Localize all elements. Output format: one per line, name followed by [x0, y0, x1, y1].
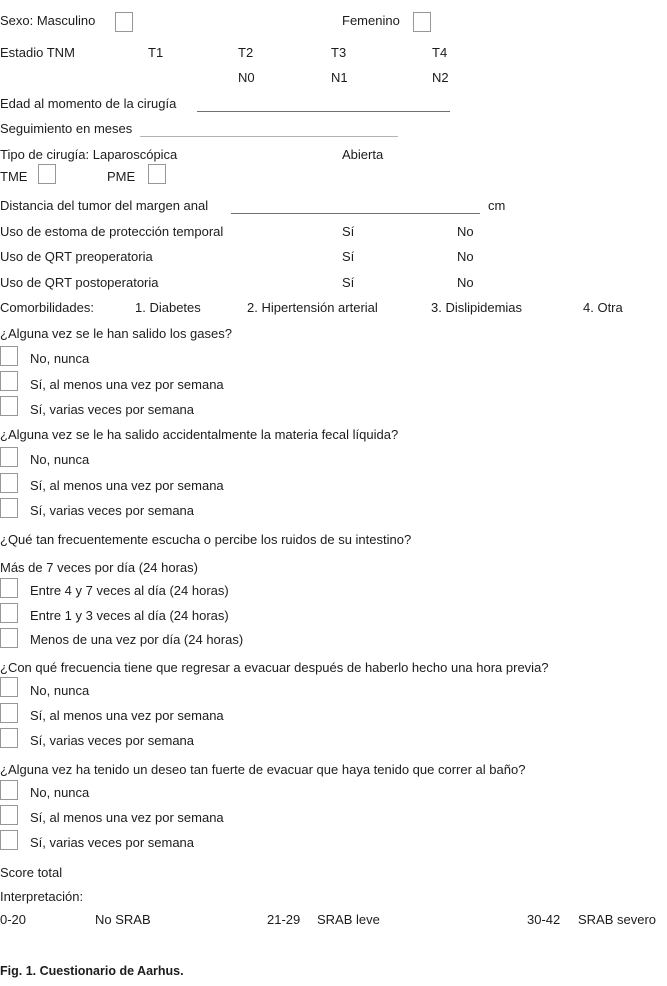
uso-estoma-label: Uso de estoma de protección temporal: [0, 224, 224, 239]
q1-option1-checkbox[interactable]: [0, 346, 18, 366]
tnm-t2-label: T2: [238, 45, 254, 60]
q5-option2-checkbox[interactable]: [0, 805, 18, 825]
q3-option1-label: Entre 4 y 7 veces al día (24 horas): [30, 583, 229, 598]
q1-option3-label: Sí, varias veces por semana: [30, 402, 195, 417]
q2-option2-checkbox[interactable]: [0, 473, 18, 493]
uso-estoma-no-label[interactable]: No: [457, 224, 474, 239]
tnm-n1-label: N1: [331, 70, 348, 85]
tipo-cirugia-label: Tipo de cirugía: Laparoscópica: [0, 147, 178, 162]
q3-option3-label: Menos de una vez por día (24 horas): [30, 632, 244, 647]
masculino-checkbox[interactable]: [115, 12, 133, 32]
q5-option2-label: Sí, al menos una vez por semana: [30, 810, 224, 825]
q4-option3-checkbox[interactable]: [0, 728, 18, 748]
q3-option1-checkbox[interactable]: [0, 578, 18, 598]
tnm-n2-label: N2: [432, 70, 449, 85]
qrt-preoperatoria-label: Uso de QRT preoperatoria: [0, 249, 153, 264]
q5-option1-label: No, nunca: [30, 785, 90, 800]
q1-option1-label: No, nunca: [30, 351, 90, 366]
question-gases-text: ¿Alguna vez se le han salido los gases?: [0, 326, 232, 341]
edad-input-line: [197, 110, 450, 112]
tnm-t3-label: T3: [331, 45, 347, 60]
q1-option2-label: Sí, al menos una vez por semana: [30, 377, 224, 392]
comorbilidad-dislipidemias-label: 3. Dislipidemias: [431, 300, 523, 315]
sexo-femenino-label: Femenino: [342, 13, 400, 28]
q2-option1-checkbox[interactable]: [0, 447, 18, 467]
distancia-input-line: [231, 212, 480, 214]
q5-option3-label: Sí, varias veces por semana: [30, 835, 195, 850]
q4-option3-label: Sí, varias veces por semana: [30, 733, 195, 748]
tnm-n0-label: N0: [238, 70, 255, 85]
q2-option1-label: No, nunca: [30, 452, 90, 467]
q4-option1-checkbox[interactable]: [0, 677, 18, 697]
qrt-postoperatoria-si-label[interactable]: Sí: [342, 275, 355, 290]
edad-label: Edad al momento de la cirugía: [0, 96, 177, 111]
q2-option3-checkbox[interactable]: [0, 498, 18, 518]
score-total-label: Score total: [0, 865, 63, 880]
range-2-value: 21-29: [267, 912, 301, 927]
question-regresar-evacuar-text: ¿Con qué frecuencia tiene que regresar a evacuar después de haberlo hecho una hora previa?: [0, 660, 549, 675]
interpretacion-label: Interpretación:: [0, 889, 84, 904]
q1-option3-checkbox[interactable]: [0, 396, 18, 416]
qrt-postoperatoria-label: Uso de QRT postoperatoria: [0, 275, 159, 290]
range-3-value: 30-42: [527, 912, 561, 927]
question-materia-fecal-text: ¿Alguna vez se le ha salido accidentalmente la materia fecal líquida?: [0, 427, 399, 442]
question-deseo-correr-bano-text: ¿Alguna vez ha tenido un deseo tan fuerte de evacuar que haya tenido que correr al baño?: [0, 762, 526, 777]
qrt-postoperatoria-no-label[interactable]: No: [457, 275, 474, 290]
q4-option2-label: Sí, al menos una vez por semana: [30, 708, 224, 723]
qrt-preoperatoria-si-label[interactable]: Sí: [342, 249, 355, 264]
comorbilidad-diabetes-label: 1. Diabetes: [135, 300, 201, 315]
question-ruidos-text: ¿Qué tan frecuentemente escucha o percibe los ruidos de su intestino?: [0, 532, 412, 547]
seguimiento-input-line: [140, 135, 398, 137]
range-3-label: SRAB severo: [578, 912, 657, 927]
q2-option3-label: Sí, varias veces por semana: [30, 503, 195, 518]
q4-option1-label: No, nunca: [30, 683, 90, 698]
comorbilidad-otra-label: 4. Otra: [583, 300, 623, 315]
qrt-preoperatoria-no-label[interactable]: No: [457, 249, 474, 264]
q2-option2-label: Sí, al menos una vez por semana: [30, 478, 224, 493]
pme-label: PME: [107, 169, 136, 184]
tnm-t1-label: T1: [148, 45, 164, 60]
estadio-tnm-label: Estadio TNM: [0, 45, 75, 60]
tme-label: TME: [0, 169, 28, 184]
q1-option2-checkbox[interactable]: [0, 371, 18, 391]
seguimiento-label: Seguimiento en meses: [0, 121, 133, 136]
q3-option0-label: Más de 7 veces por día (24 horas): [0, 560, 198, 575]
distancia-unit-label: cm: [488, 198, 506, 213]
uso-estoma-si-label[interactable]: Sí: [342, 224, 355, 239]
femenino-checkbox[interactable]: [413, 12, 431, 32]
range-1-value: 0-20: [0, 912, 27, 927]
q5-option1-checkbox[interactable]: [0, 780, 18, 800]
range-2-label: SRAB leve: [317, 912, 380, 927]
pme-checkbox[interactable]: [148, 164, 166, 184]
tnm-t4-label: T4: [432, 45, 448, 60]
q3-option2-checkbox[interactable]: [0, 603, 18, 623]
figure-caption: Fig. 1. Cuestionario de Aarhus.: [0, 964, 184, 978]
sexo-masculino-label: Sexo: Masculino: [0, 13, 96, 28]
tme-checkbox[interactable]: [38, 164, 56, 184]
q3-option3-checkbox[interactable]: [0, 628, 18, 648]
comorbilidad-hipertension-label: 2. Hipertensión arterial: [247, 300, 378, 315]
abierta-label: Abierta: [342, 147, 384, 162]
q5-option3-checkbox[interactable]: [0, 830, 18, 850]
comorbilidades-label: Comorbilidades:: [0, 300, 94, 315]
q4-option2-checkbox[interactable]: [0, 703, 18, 723]
range-1-label: No SRAB: [95, 912, 151, 927]
q3-option2-label: Entre 1 y 3 veces al día (24 horas): [30, 608, 229, 623]
distancia-label: Distancia del tumor del margen anal: [0, 198, 209, 213]
